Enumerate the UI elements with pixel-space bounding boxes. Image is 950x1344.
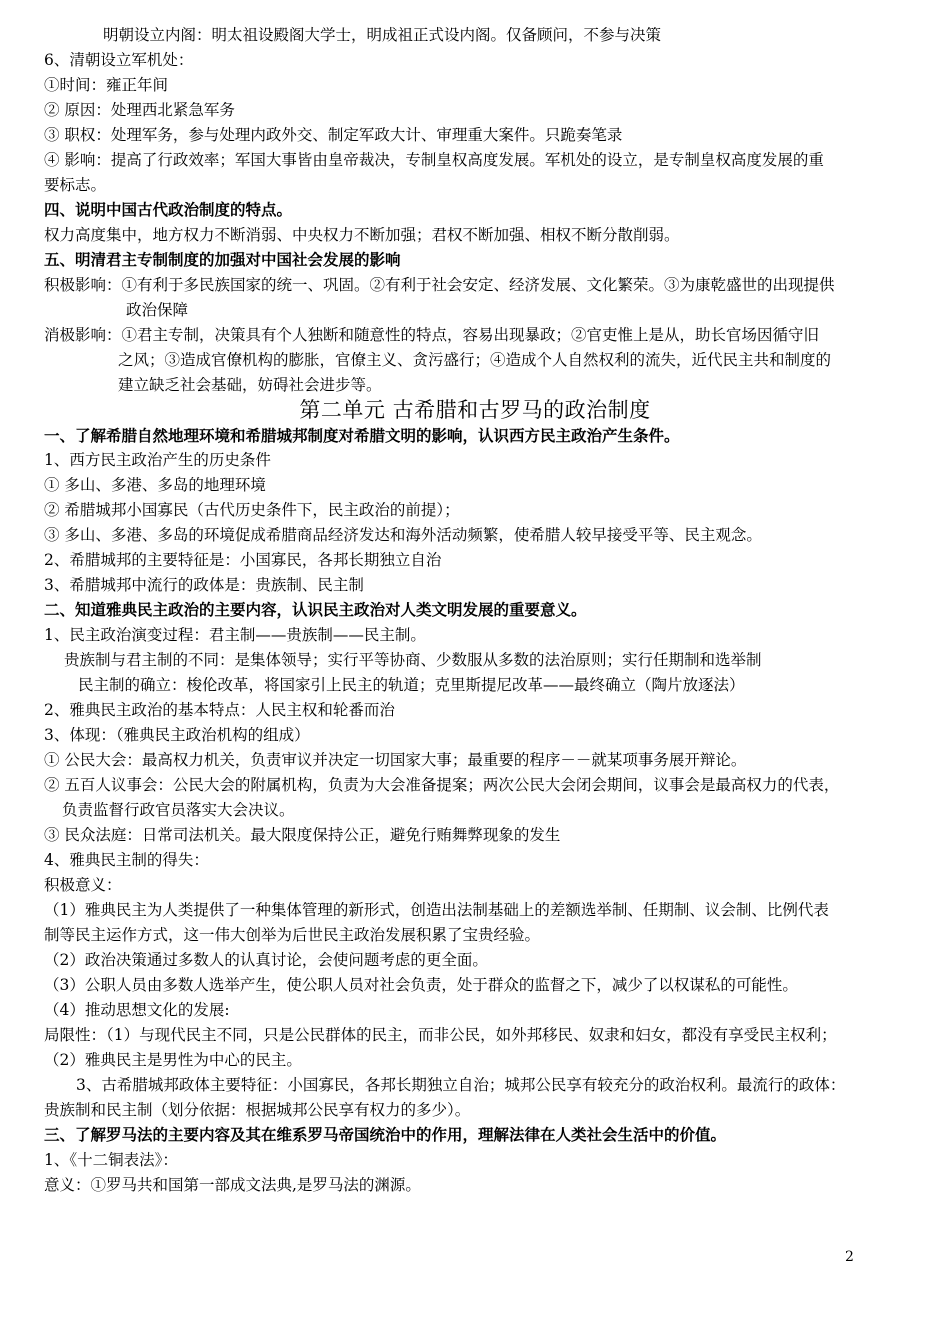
text-line: 民主制的确立：梭伦改革，将国家引上民主的轨道；克里斯提尼改革——最终确立（陶片放逐法） xyxy=(78,676,745,694)
text-line: ③ 多山、多港、多岛的环境促成希腊商品经济发达和海外活动频繁，使希腊人较早接受平等、民主观念。 xyxy=(44,526,762,544)
text-line: （4）推动思想文化的发展: xyxy=(44,1001,230,1019)
section-heading: 二、知道雅典民主政治的主要内容，认识民主政治对人类文明发展的重要意义。 xyxy=(44,600,587,619)
section-heading: 三、了解罗马法的主要内容及其在维系罗马帝国统治中的作用，理解法律在人类社会生活中的价值。 xyxy=(44,1125,727,1144)
text-line: 3、希腊城邦中流行的政体是：贵族制、民主制 xyxy=(44,576,364,594)
text-line: （2）政治决策通过多数人的认真讨论，会使问题考虑的更全面。 xyxy=(44,951,488,969)
text-line: ④ 影响：提高了行政效率；军国大事皆由皇帝裁决，专制皇权高度发展。军机处的设立，是专制皇权高度发展的重 xyxy=(44,151,824,169)
text-line: ② 五百人议事会：公民大会的附属机构，负责为大会准备提案；两次公民大会闭会期间，议事会是最高权力的代表， xyxy=(44,776,840,794)
text-line: 4、雅典民主制的得失： xyxy=(44,851,209,869)
text-line: 贵族制与君主制的不同：是集体领导；实行平等协商、少数服从多数的法治原则；实行任期制和选举制 xyxy=(64,651,762,669)
section-heading: 一、了解希腊自然地理环境和希腊城邦制度对希腊文明的影响，认识西方民主政治产生条件。 xyxy=(44,426,680,445)
section-heading: 五、明清君主专制制度的加强对中国社会发展的影响 xyxy=(44,250,401,269)
text-line: 建立缺乏社会基础，妨碍社会进步等。 xyxy=(118,376,382,394)
text-line: ③ 职权：处理军务，参与处理内政外交、制定军政大计、审理重大案件。只跪奏笔录 xyxy=(44,126,623,144)
text-line: 意义：①罗马共和国第一部成文法典,是罗马法的渊源。 xyxy=(44,1176,421,1194)
text-line: ① 公民大会：最高权力机关，负责审议并决定一切国家大事；最重要的程序－－就某项事务展开辩论。 xyxy=(44,751,747,769)
text-line: 1、西方民主政治产生的历史条件 xyxy=(44,451,271,469)
text-line: 贵族制和民主制（划分依据：根据城邦公民享有权力的多少）。 xyxy=(44,1101,471,1119)
text-line: 1、民主政治演变过程：君主制——贵族制——民主制。 xyxy=(44,626,426,644)
text-line: 消极影响：①君主专制，决策具有个人独断和随意性的特点，容易出现暴政；②官吏惟上是从，助长官场因循守旧 xyxy=(44,326,820,344)
text-line: 负责监督行政官员落实大会决议。 xyxy=(62,801,295,819)
page-number: 2 xyxy=(845,1249,854,1265)
text-line: 积极意义： xyxy=(44,876,122,894)
text-line: 3、古希腊城邦政体主要特征：小国寡民，各邦长期独立自治；城邦公民享有较充分的政治权利。最流行的政体： xyxy=(76,1076,846,1094)
text-line: 2、雅典民主政治的基本特点：人民主权和轮番而治 xyxy=(44,701,395,719)
text-line: 明朝设立内阁：明太祖设殿阁大学士，明成祖正式设内阁。仅备顾问，不参与决策 xyxy=(103,26,662,44)
text-line: 6、清朝设立军机处： xyxy=(44,51,194,69)
text-line: 局限性：（1）与现代民主不同，只是公民群体的民主，而非公民，如外邦移民、奴隶和妇女，都没有享受民主权利； xyxy=(44,1026,837,1044)
text-line: ① 多山、多港、多岛的地理环境 xyxy=(44,476,266,494)
text-line: 2、希腊城邦的主要特征是：小国寡民，各邦长期独立自治 xyxy=(44,551,442,569)
text-line: 之风；③造成官僚机构的膨胀，官僚主义、贪污盛行；④造成个人自然权利的流失，近代民主共和制度的 xyxy=(118,351,832,369)
text-line: （1）雅典民主为人类提供了一种集体管理的新形式，创造出法制基础上的差额选举制、任期制、议会制、比例代表 xyxy=(44,901,829,919)
text-line: 1、《十二铜表法》： xyxy=(44,1151,178,1169)
text-line: 要标志。 xyxy=(44,176,107,194)
text-line: 积极影响：①有利于多民族国家的统一、巩固。②有利于社会安定、经济发展、文化繁荣。③为康乾盛世的出现提供 xyxy=(44,276,835,294)
text-line: （2）雅典民主是男性为中心的民主。 xyxy=(44,1051,302,1069)
text-line: 制等民主运作方式，这一伟大创举为后世民主政治发展积累了宝贵经验。 xyxy=(44,926,541,944)
text-line: ①时间：雍正年间 xyxy=(44,76,169,94)
section-heading: 四、说明中国古代政治制度的特点。 xyxy=(44,200,293,219)
text-line: 权力高度集中，地方权力不断消弱、中央权力不断加强；君权不断加强、相权不断分散削弱。 xyxy=(44,226,680,244)
text-line: 3、体现：（雅典民主政治机构的组成） xyxy=(44,726,310,744)
text-line: ② 希腊城邦小国寡民（古代历史条件下，民主政治的前提）； xyxy=(44,501,460,519)
unit-title: 第二单元 古希腊和古罗马的政治制度 xyxy=(299,398,651,422)
text-line: 政治保障 xyxy=(126,301,189,319)
text-line: ③ 民众法庭：日常司法机关。最大限度保持公正，避免行贿舞弊现象的发生 xyxy=(44,826,561,844)
text-line: （3）公职人员由多数人选举产生，使公职人员对社会负责，处于群众的监督之下，减少了以权谋私的可能性。 xyxy=(44,976,798,994)
text-line: ② 原因：处理西北紧急军务 xyxy=(44,101,235,119)
